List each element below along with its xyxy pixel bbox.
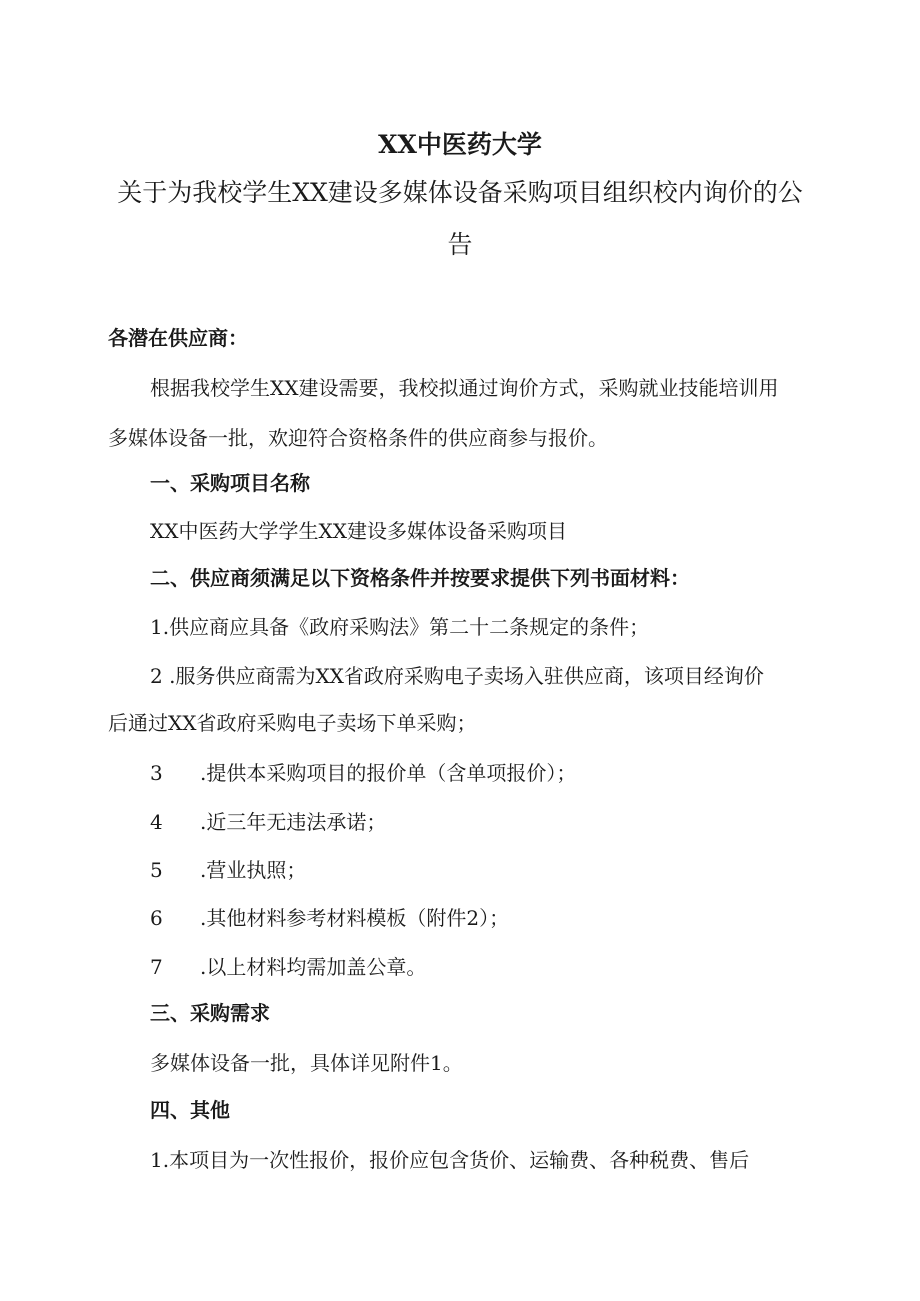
item-text: .营业执照；: [200, 858, 307, 882]
section2-item1: 1.供应商应具备《政府采购法》第二十二条规定的条件；: [150, 615, 650, 639]
section1-heading: 一、采购项目名称: [150, 471, 310, 495]
section1-content: XX中医药大学学生XX建设多媒体设备采购项目: [150, 519, 567, 543]
intro-paragraph-line2: 多媒体设备一批，欢迎符合资格条件的供应商参与报价。: [108, 426, 608, 450]
document-title-tail: 告: [447, 230, 473, 259]
section2-item4: [150, 809, 386, 835]
document-title-school: XX中医药大学: [378, 130, 542, 159]
item-number: 4: [150, 810, 163, 834]
section2-item3: [150, 760, 576, 786]
item-number: 7: [150, 955, 163, 979]
salutation: 各潜在供应商：: [108, 326, 248, 350]
section3-content: 多媒体设备一批，具体详见附件1。: [150, 1051, 463, 1075]
section3-heading: 三、采购需求: [150, 1001, 270, 1025]
section4-heading: 四、其他: [150, 1098, 230, 1122]
item-number: 6: [150, 906, 163, 930]
section4-item1: 1.本项目为一次性报价，报价应包含货价、运输费、各种税费、售后: [150, 1148, 750, 1172]
item-text: .以上材料均需加盖公章。: [200, 955, 427, 979]
section2-item5: [150, 857, 306, 883]
section2-item2-line2: 后通过XX省政府采购电子卖场下单采购；: [108, 711, 477, 735]
document-title-main: 关于为我校学生XX建设多媒体设备采购项目组织校内询价的公: [117, 178, 803, 207]
section2-item7: [150, 954, 426, 980]
section2-item6: [150, 905, 509, 931]
item-number: 3: [150, 761, 163, 785]
item-text: .近三年无违法承诺；: [200, 810, 387, 834]
intro-paragraph-line1: 根据我校学生XX建设需要，我校拟通过询价方式，采购就业技能培训用: [150, 376, 779, 400]
section2-heading: 二、供应商须满足以下资格条件并按要求提供下列书面材料：: [150, 566, 690, 590]
item-text: .其他材料参考材料模板（附件2）；: [200, 906, 510, 930]
item-text: .提供本采购项目的报价单（含单项报价）；: [200, 761, 577, 785]
section2-item2-line1: 2 .服务供应商需为XX省政府采购电子卖场入驻供应商，该项目经询价: [150, 664, 764, 688]
item-number: 5: [150, 858, 163, 882]
